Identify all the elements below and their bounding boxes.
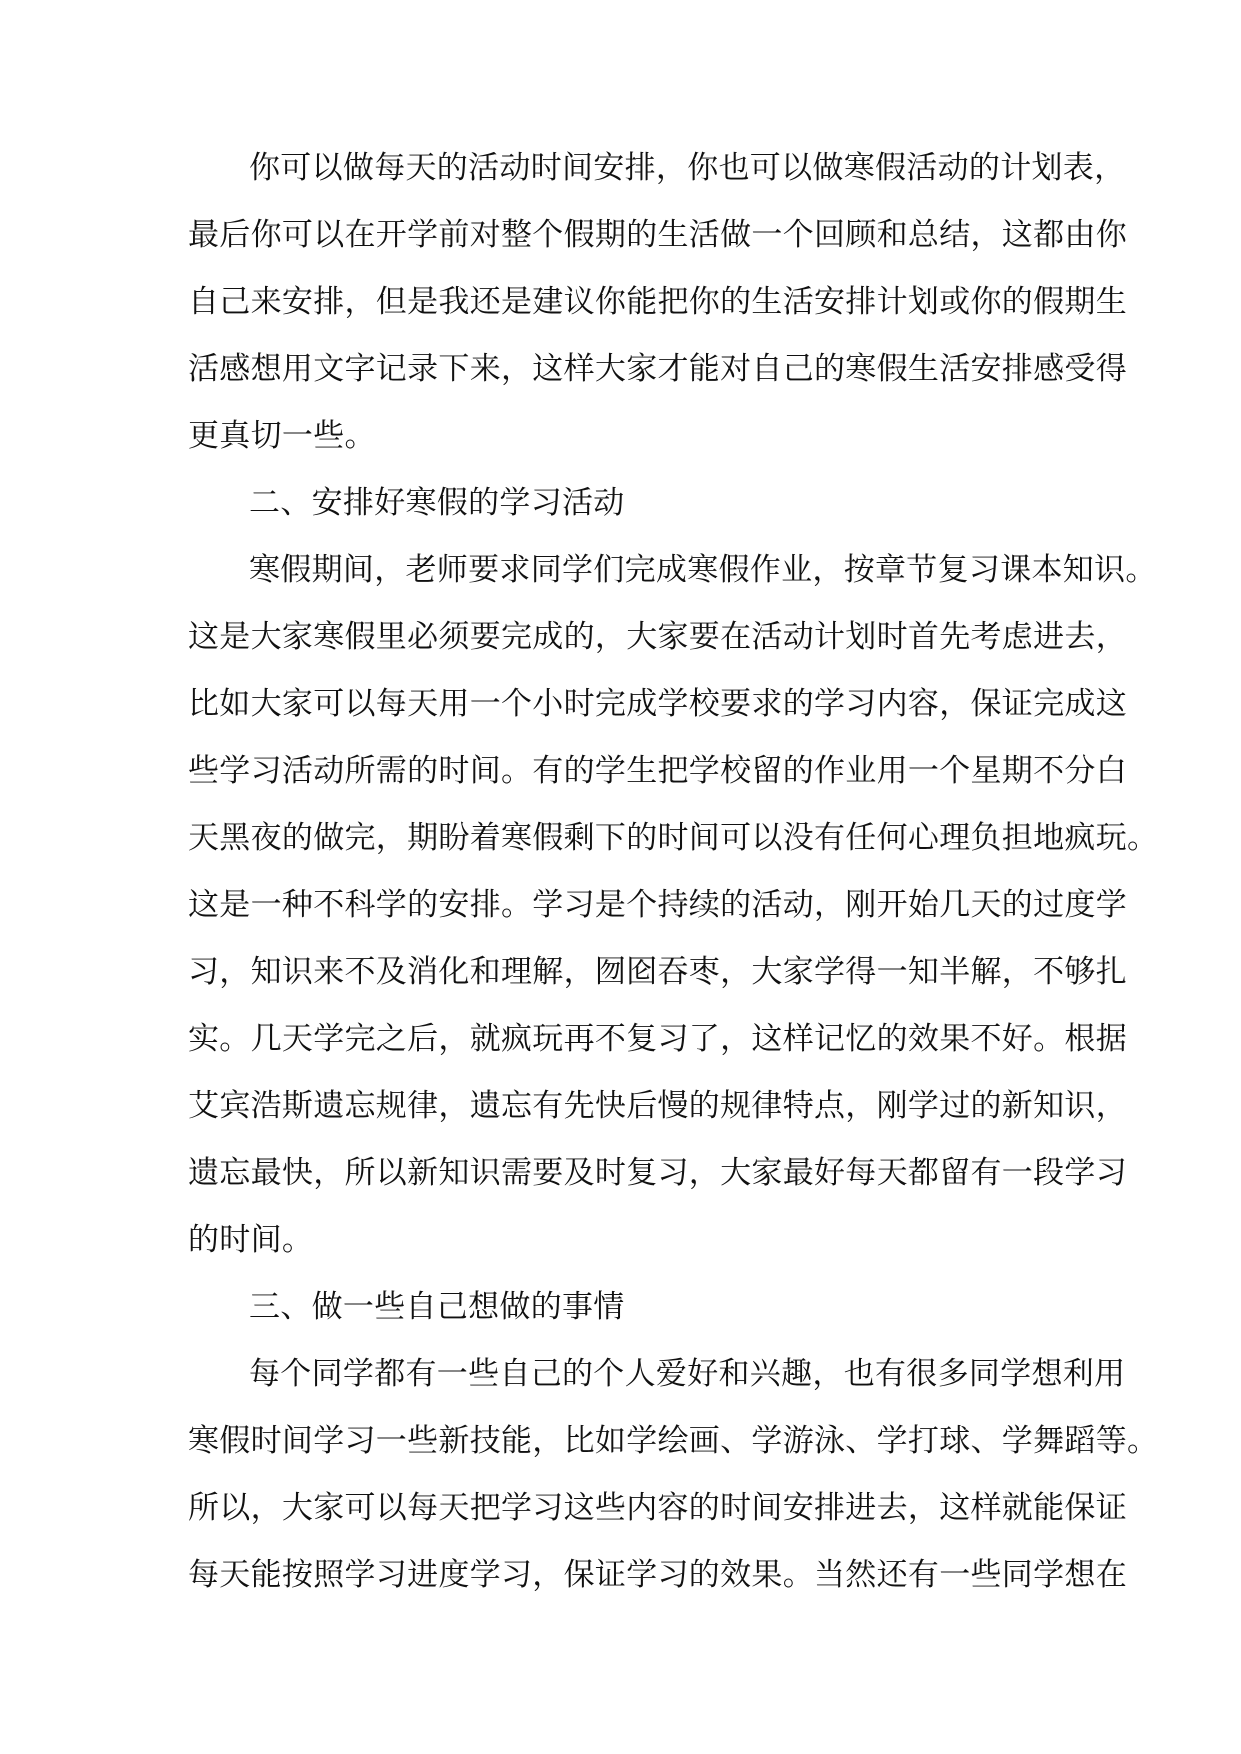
paragraph-line: 天黑夜的做完，期盼着寒假剩下的时间可以没有任何心理负担地疯玩。 bbox=[188, 820, 1159, 856]
paragraph-line: 寒假时间学习一些新技能，比如学绘画、学游泳、学打球、学舞蹈等。 bbox=[188, 1423, 1159, 1459]
paragraph-line: 更真切一些。 bbox=[188, 418, 376, 454]
paragraph-line: 最后你可以在开学前对整个假期的生活做一个回顾和总结，这都由你 bbox=[188, 217, 1127, 253]
paragraph-line: 你可以做每天的活动时间安排，你也可以做寒假活动的计划表， bbox=[249, 150, 1126, 186]
paragraph-line: 这是一种不科学的安排。学习是个持续的活动，刚开始几天的过度学 bbox=[188, 887, 1127, 923]
section-heading: 二、安排好寒假的学习活动 bbox=[249, 485, 625, 521]
paragraph-line: 每个同学都有一些自己的个人爱好和兴趣，也有很多同学想利用 bbox=[249, 1356, 1126, 1392]
paragraph-line: 遗忘最快，所以新知识需要及时复习，大家最好每天都留有一段学习 bbox=[188, 1155, 1127, 1191]
paragraph-line: 实。几天学完之后，就疯玩再不复习了，这样记忆的效果不好。根据 bbox=[188, 1021, 1127, 1057]
paragraph-line: 活感想用文字记录下来，这样大家才能对自己的寒假生活安排感受得 bbox=[188, 351, 1127, 387]
paragraph-line: 习，知识来不及消化和理解，囫囵吞枣，大家学得一知半解，不够扎 bbox=[188, 954, 1127, 990]
paragraph-line: 些学习活动所需的时间。有的学生把学校留的作业用一个星期不分白 bbox=[188, 753, 1127, 789]
section-heading: 三、做一些自己想做的事情 bbox=[249, 1289, 625, 1325]
paragraph-line: 比如大家可以每天用一个小时完成学校要求的学习内容，保证完成这 bbox=[188, 686, 1127, 722]
paragraph-line: 艾宾浩斯遗忘规律，遗忘有先快后慢的规律特点，刚学过的新知识， bbox=[188, 1088, 1127, 1124]
paragraph-line: 寒假期间，老师要求同学们完成寒假作业，按章节复习课本知识。 bbox=[249, 552, 1157, 588]
paragraph-line: 所以，大家可以每天把学习这些内容的时间安排进去，这样就能保证 bbox=[188, 1490, 1127, 1526]
paragraph-line: 自己来安排，但是我还是建议你能把你的生活安排计划或你的假期生 bbox=[188, 284, 1127, 320]
paragraph-line: 每天能按照学习进度学习，保证学习的效果。当然还有一些同学想在 bbox=[188, 1557, 1127, 1593]
paragraph-line: 的时间。 bbox=[188, 1222, 314, 1258]
paragraph-line: 这是大家寒假里必须要完成的，大家要在活动计划时首先考虑进去， bbox=[188, 619, 1127, 655]
